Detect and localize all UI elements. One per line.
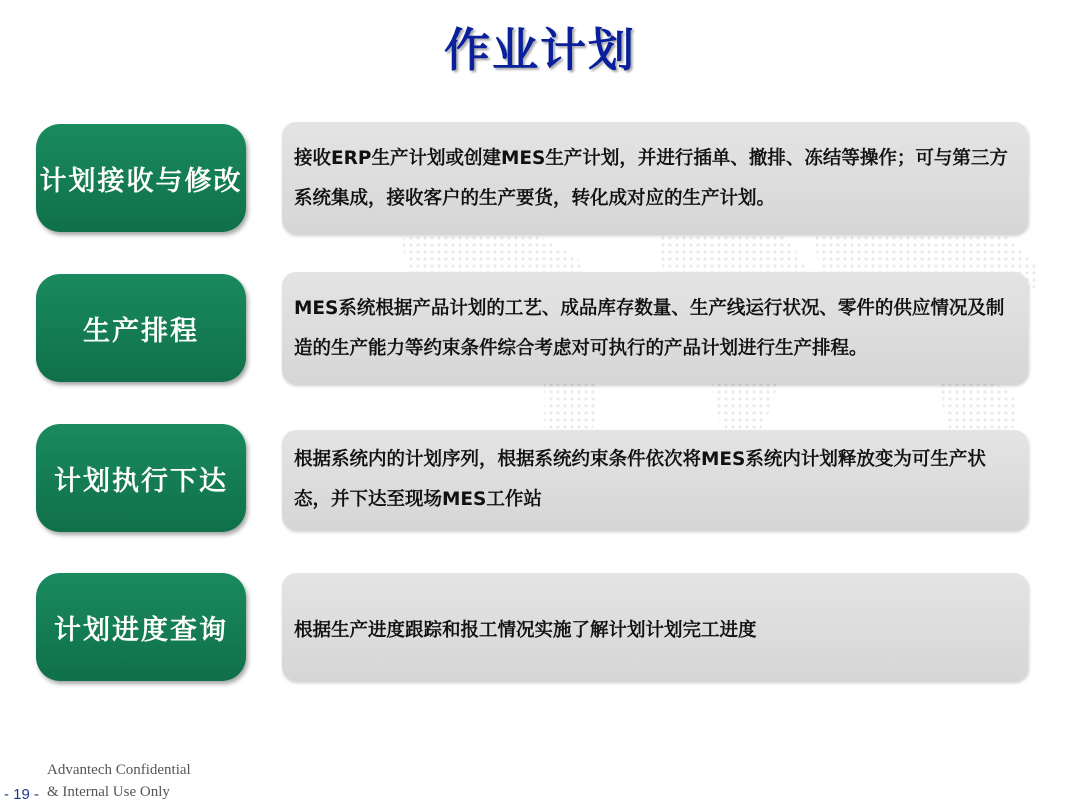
confidential-line-2: & Internal Use Only — [47, 784, 170, 800]
plan-row-progress-query — [36, 573, 1030, 685]
description-text: MES系统根据产品计划的工艺、成品库存数量、生产线运行状况、零件的供应情况及制造的生产能力等约束条件综合考虑对可执行的产品计划进行生产排程。 — [294, 298, 1005, 359]
description-text: 根据生产进度跟踪和报工情况实施了解计划计划完工进度 — [294, 620, 757, 641]
confidential-line-1: Advantech Confidential — [47, 762, 191, 778]
description-box — [282, 573, 1028, 681]
page-title: 作业计划 — [444, 23, 636, 77]
plan-row-dispatch — [36, 424, 1030, 536]
description-box — [282, 430, 1028, 530]
label-pill: 生产排程 — [36, 274, 246, 382]
page-number: - 19 - — [4, 786, 40, 803]
label-pill: 计划接收与修改 — [36, 124, 246, 232]
plan-row-receive-modify — [36, 124, 1030, 236]
description-box — [282, 122, 1028, 234]
plan-row-scheduling — [36, 274, 1030, 386]
label-pill: 计划执行下达 — [36, 424, 246, 532]
label-pill: 计划进度查询 — [36, 573, 246, 681]
description-text: 接收ERP生产计划或创建MES生产计划，并进行插单、撤排、冻结等操作；可与第三方系统集成，接收客户的生产要货，转化成对应的生产计划。 — [294, 148, 1008, 209]
description-box — [282, 272, 1028, 384]
description-text: 根据系统内的计划序列，根据系统约束条件依次将MES系统内计划释放变为可生产状态，并下达至现场MES工作站 — [294, 449, 986, 510]
